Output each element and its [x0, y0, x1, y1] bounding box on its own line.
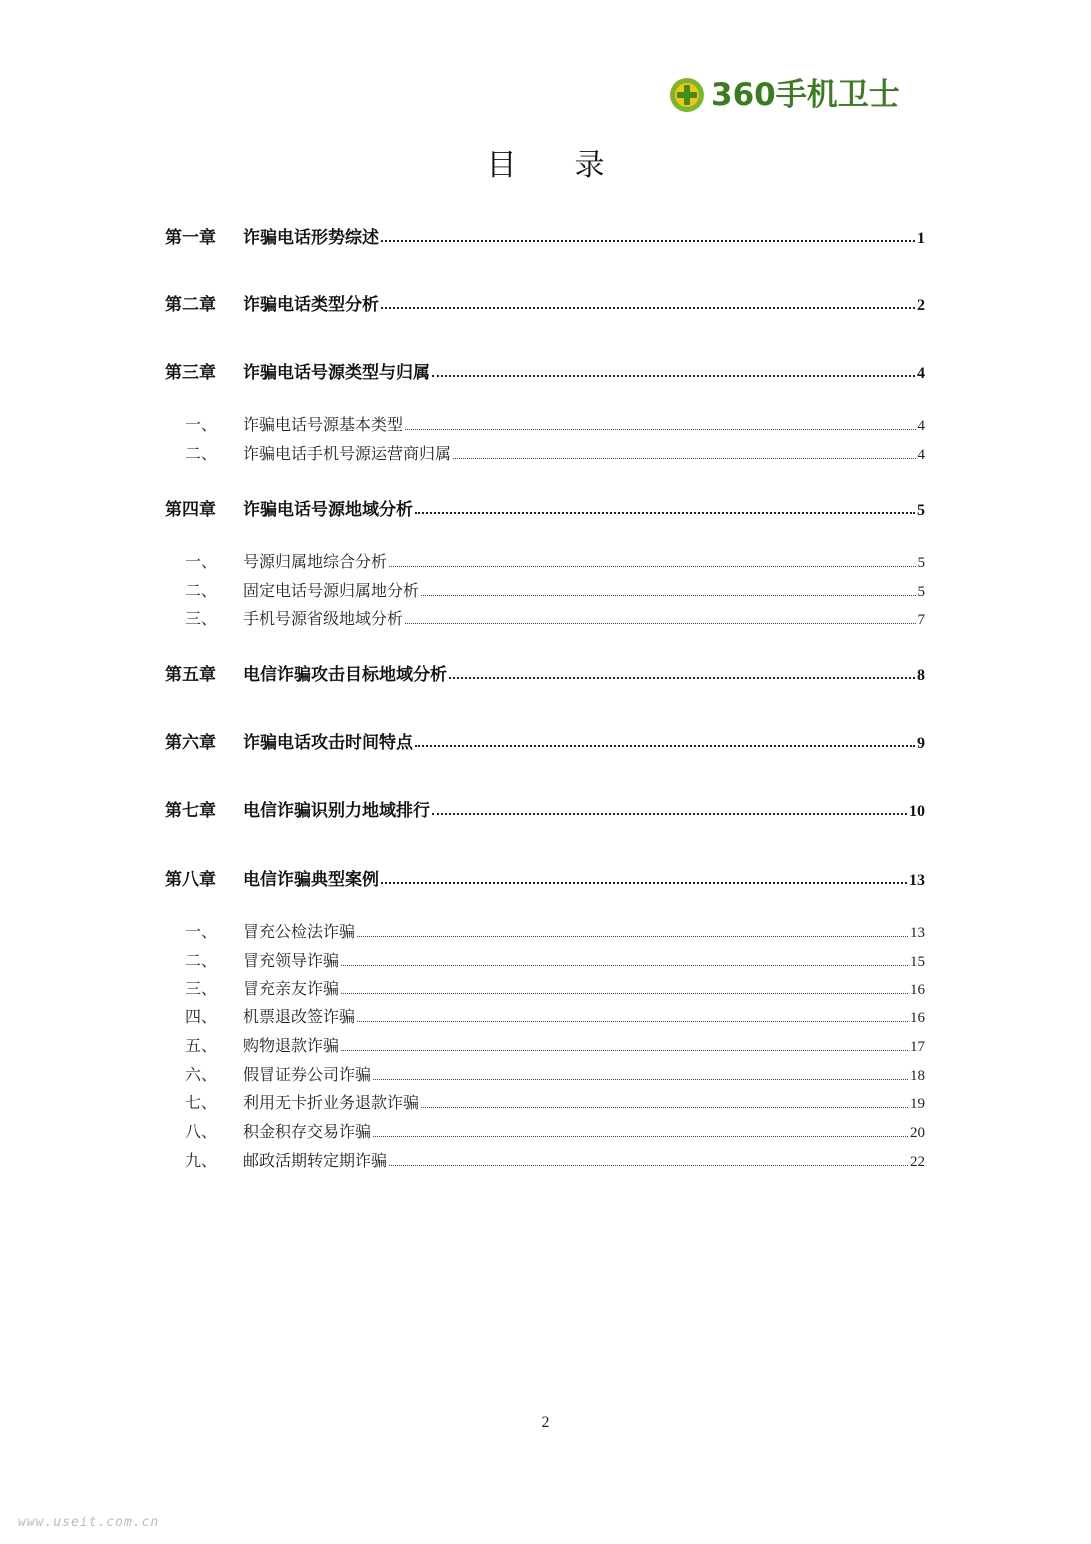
toc-chapter-row[interactable] [165, 795, 925, 821]
dot-leader [405, 429, 915, 430]
toc-entry-title: 电信诈骗攻击目标地域分析 [243, 665, 447, 685]
toc-entry-number: 第三章 [165, 363, 216, 383]
toc-entry-title: 号源归属地综合分析 [243, 552, 388, 571]
toc-chapter-row[interactable] [165, 727, 925, 753]
dot-leader [415, 512, 915, 514]
toc-entry-page: 17 [910, 1039, 925, 1055]
toc-entry-page: 18 [910, 1068, 925, 1084]
toc-entry-page: 4 [917, 365, 925, 382]
toc-entry-title: 冒充亲友诈骗 [243, 979, 340, 998]
page-number: 2 [541, 1414, 550, 1431]
toc-entry-number: 三、 [185, 609, 218, 628]
toc-entry-page: 9 [917, 735, 925, 752]
toc-chapter-row[interactable] [165, 357, 925, 383]
toc-section-row[interactable] [165, 575, 925, 601]
toc-entry-page: 4 [917, 418, 925, 434]
toc-section-row[interactable] [165, 973, 925, 999]
toc-entry-number: 五、 [185, 1036, 218, 1055]
toc-entry-page: 5 [917, 584, 925, 600]
dot-leader [373, 1079, 908, 1080]
toc-chapter-row[interactable] [165, 494, 925, 520]
toc-section-row[interactable] [165, 1030, 925, 1056]
dot-leader [357, 936, 908, 937]
green-plus-circle-icon [669, 77, 705, 113]
toc-entry-page: 10 [909, 803, 925, 820]
logo-text: 360手机卫士 [711, 77, 900, 113]
toc-entry-page: 15 [910, 954, 925, 970]
toc-chapter-row[interactable] [165, 222, 925, 248]
toc-entry-number: 八、 [185, 1122, 218, 1141]
toc-entry-number: 三、 [185, 979, 218, 998]
watermark: www.useit.com.cn [18, 1515, 160, 1530]
toc-entry-page: 16 [910, 982, 925, 998]
dot-leader [449, 677, 915, 679]
toc-entry-number: 第八章 [165, 870, 216, 890]
toc-section-row[interactable] [165, 1059, 925, 1085]
toc-entry-page: 13 [909, 872, 925, 889]
toc-entry-number: 第二章 [165, 295, 216, 315]
toc-entry-number: 二、 [185, 444, 218, 463]
toc-entry-number: 第六章 [165, 733, 216, 753]
brand-logo [667, 74, 929, 116]
toc-entry-page: 1 [917, 230, 925, 247]
dot-leader [432, 375, 915, 377]
toc-section-row[interactable] [165, 1116, 925, 1142]
toc-entry-number: 二、 [185, 581, 218, 600]
toc-entry-title: 诈骗电话攻击时间特点 [243, 733, 413, 753]
toc-entry-title: 冒充公检法诈骗 [243, 922, 356, 941]
toc-entry-number: 第四章 [165, 500, 216, 520]
toc-entry-page: 5 [917, 502, 925, 519]
dot-leader [357, 1021, 908, 1022]
toc-entry-page: 19 [910, 1096, 925, 1112]
toc-entry-title: 诈骗电话号源基本类型 [243, 415, 404, 434]
dot-leader [432, 813, 907, 815]
toc-entry-page: 16 [910, 1010, 925, 1026]
dot-leader [341, 1050, 908, 1051]
toc-entry-title: 电信诈骗典型案例 [243, 870, 379, 890]
toc-entry-title: 诈骗电话号源类型与归属 [243, 363, 430, 383]
toc-section-row[interactable] [165, 916, 925, 942]
dot-leader [381, 307, 915, 309]
dot-leader [415, 745, 915, 747]
toc-chapter-row[interactable] [165, 864, 925, 890]
toc-entry-title: 电信诈骗识别力地域排行 [243, 801, 430, 821]
dot-leader [421, 1107, 908, 1108]
dot-leader [341, 993, 908, 994]
toc-entry-number: 二、 [185, 951, 218, 970]
toc-entry-page: 4 [917, 447, 925, 463]
toc-section-row[interactable] [165, 1087, 925, 1113]
toc-entry-number: 一、 [185, 552, 218, 571]
dot-leader [341, 965, 908, 966]
toc-entry-title: 假冒证券公司诈骗 [243, 1065, 372, 1084]
dot-leader [373, 1136, 908, 1137]
toc-entry-number: 第一章 [165, 228, 216, 248]
toc-entry-title: 诈骗电话手机号源运营商归属 [243, 444, 452, 463]
toc-chapter-row[interactable] [165, 659, 925, 685]
toc-entry-title: 固定电话号源归属地分析 [243, 581, 420, 600]
toc-section-row[interactable] [165, 1001, 925, 1027]
toc-entry-number: 第七章 [165, 801, 216, 821]
toc-entry-number: 一、 [185, 415, 218, 434]
page-title: 目录 [486, 148, 663, 183]
toc-entry-title: 诈骗电话号源地域分析 [243, 500, 413, 520]
toc-section-row[interactable] [165, 546, 925, 572]
toc-section-row[interactable] [165, 438, 925, 464]
dot-leader [381, 882, 907, 884]
toc-entry-page: 5 [917, 555, 925, 571]
toc-entry-title: 手机号源省级地域分析 [243, 609, 404, 628]
toc-section-row[interactable] [165, 409, 925, 435]
dot-leader [421, 595, 915, 596]
toc-entry-number: 九、 [185, 1151, 218, 1170]
toc-section-row[interactable] [165, 603, 925, 629]
toc-entry-number: 六、 [185, 1065, 218, 1084]
toc-entry-number: 一、 [185, 922, 218, 941]
dot-leader [389, 566, 915, 567]
toc-entry-title: 诈骗电话形势综述 [243, 228, 379, 248]
toc-entry-number: 第五章 [165, 665, 216, 685]
dot-leader [453, 458, 915, 459]
toc-entry-page: 22 [910, 1154, 925, 1170]
toc-entry-page: 7 [917, 612, 925, 628]
dot-leader [381, 240, 915, 242]
toc-chapter-row[interactable] [165, 289, 925, 315]
toc-entry-title: 邮政活期转定期诈骗 [243, 1151, 388, 1170]
toc-entry-page: 13 [910, 925, 925, 941]
toc-entry-title: 积金积存交易诈骗 [243, 1122, 372, 1141]
toc-entry-page: 20 [910, 1125, 925, 1141]
toc-entry-title: 诈骗电话类型分析 [243, 295, 379, 315]
toc-entry-title: 利用无卡折业务退款诈骗 [243, 1093, 420, 1112]
toc-entry-page: 2 [917, 297, 925, 314]
dot-leader [389, 1165, 908, 1166]
toc-entry-number: 四、 [185, 1007, 218, 1026]
toc-entry-title: 购物退款诈骗 [243, 1036, 340, 1055]
toc-entry-title: 冒充领导诈骗 [243, 951, 340, 970]
toc-entry-title: 机票退改签诈骗 [243, 1007, 356, 1026]
toc-section-row[interactable] [165, 945, 925, 971]
toc-section-row[interactable] [165, 1145, 925, 1171]
toc-entry-number: 七、 [185, 1093, 218, 1112]
toc-entry-page: 8 [917, 667, 925, 684]
dot-leader [405, 623, 915, 624]
